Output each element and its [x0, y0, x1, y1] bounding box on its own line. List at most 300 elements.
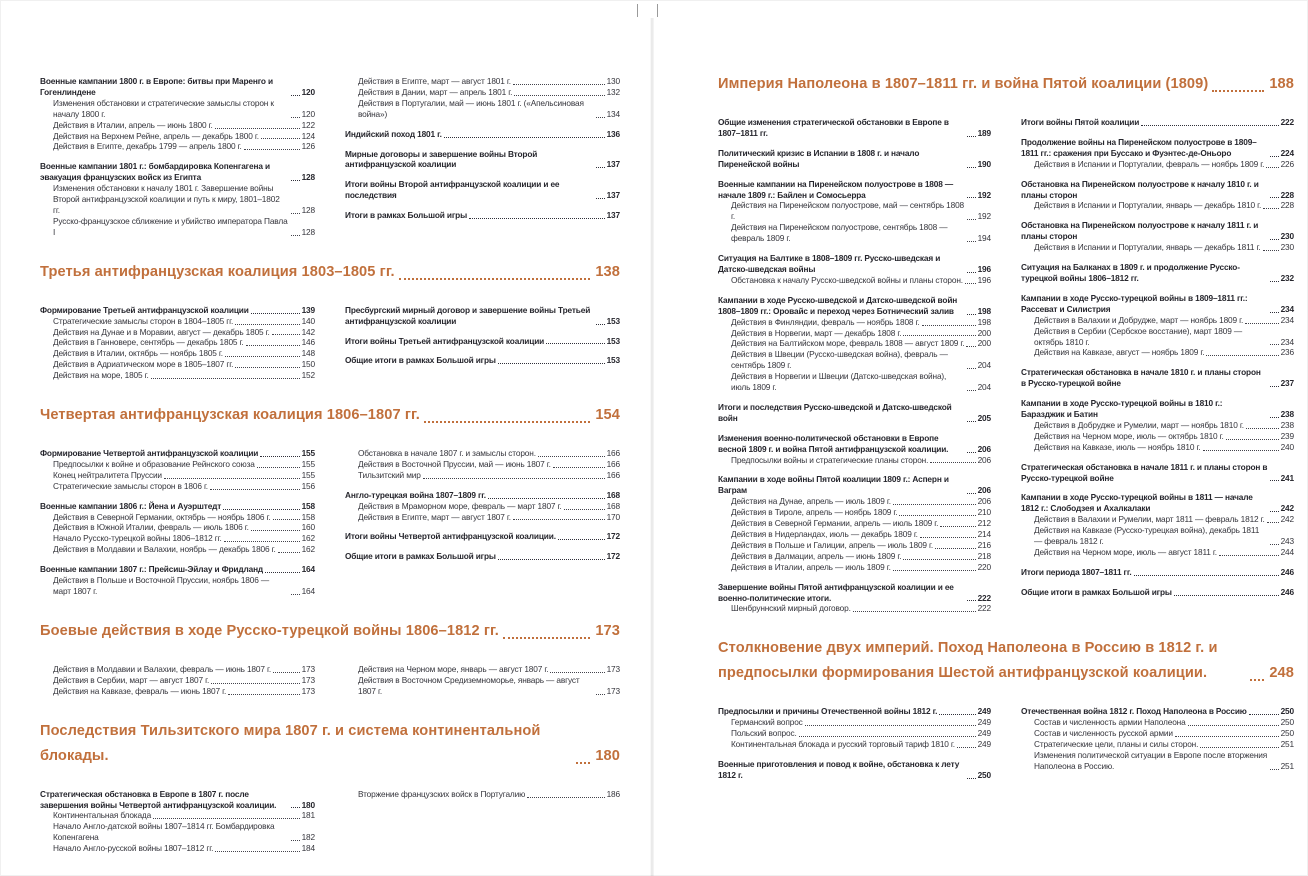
dot-leader [1219, 555, 1279, 556]
dot-leader [469, 218, 605, 219]
toc-entry-sub [1021, 420, 1294, 431]
page-number: 153 [606, 335, 620, 346]
dot-leader [1246, 428, 1279, 429]
toc-columns [40, 305, 620, 381]
page-number: 246 [1280, 586, 1294, 597]
dot-leader [1174, 595, 1279, 596]
entry-title: Тильзитский мир [358, 469, 421, 480]
toc-entry-sub [345, 76, 620, 87]
page-number: 126 [301, 141, 315, 152]
entry-title: Военные кампании 1807 г.: Прейсиш-Эйлау и Фридланд [40, 564, 264, 575]
toc-columns [718, 706, 1294, 780]
page-number: 251 [1280, 739, 1294, 750]
toc-entry-sub [718, 317, 991, 328]
toc-entry-main [1021, 179, 1294, 201]
dot-leader [596, 117, 605, 118]
entry-title: Действия в Норвегии и Швеции (Датско-шведская война), июль 1809 г. [731, 371, 947, 393]
entry-title: Обстановка к началу Русско-шведской войны и планы сторон. [731, 274, 963, 285]
dot-leader [967, 421, 976, 422]
toc-entry-sub [718, 507, 991, 518]
page-number: 188 [1269, 76, 1294, 92]
dot-leader [210, 489, 300, 490]
page-number: 170 [606, 511, 620, 522]
toc-entry-sub [345, 664, 620, 675]
toc-entry-sub [718, 328, 991, 339]
dot-leader [893, 504, 976, 505]
dot-leader [967, 493, 976, 494]
toc-entry-sub [40, 675, 315, 686]
page-number: 154 [595, 407, 620, 424]
dot-leader [424, 421, 590, 423]
toc-entry-main [40, 448, 315, 459]
dot-leader [291, 840, 300, 841]
page-number: 155 [301, 448, 315, 459]
page-number: 155 [301, 458, 315, 469]
toc-page-right [654, 0, 1308, 876]
section-heading-title: Столкновение двух империй. Поход Наполеона в Россию в 1812 г. и предпосылки формирования Шестой антифранцузской коалиции. [718, 640, 1218, 682]
entry-title: Общие итоги в рамках Большой игры [1021, 586, 1172, 597]
entry-title: Действия на Пиренейском полуострове, май — сентябрь 1808 г. [731, 200, 965, 222]
entry-title: Начало Русско-турецкой войны 1806–1812 гг. [53, 533, 222, 544]
entry-title: Кампании в ходе Русско-турецкой войны в 1811 — начале 1812 г.: Слободзея и Ахалкалаки [1021, 492, 1253, 514]
page-number: 238 [1280, 409, 1294, 420]
toc-entry-sub [1021, 242, 1294, 253]
toc-entry-main [718, 179, 991, 201]
dot-leader [576, 762, 590, 764]
entry-title: Пресбургский мирный договор и завершение войны Третьей антифранцузской коалиции [345, 304, 591, 326]
toc-entry-sub [40, 459, 315, 470]
toc-entry-main [40, 789, 315, 811]
toc-entry-main [718, 148, 991, 170]
page-number: 164 [301, 586, 315, 596]
dot-leader [957, 747, 976, 748]
toc-columns [40, 448, 620, 597]
page-number: 222 [1280, 117, 1294, 127]
dot-leader [965, 283, 976, 284]
page-number: 194 [977, 233, 991, 244]
dot-leader [596, 198, 605, 199]
entry-title: Военные кампании на Пиренейском полуострове в 1808 — начале 1809 г.: Байлен и Сомосьерра [718, 178, 954, 200]
toc-entry-sub [40, 337, 315, 348]
entry-title: Действия в Норвегии, март — декабрь 1808 г. [731, 327, 902, 338]
toc-entry-main [1021, 262, 1294, 284]
dot-leader [967, 600, 976, 601]
page-number: 236 [1280, 347, 1294, 358]
dot-leader [553, 467, 605, 468]
dot-leader [1270, 417, 1279, 418]
toc-entry-sub [345, 501, 620, 512]
page-number: 246 [1280, 566, 1294, 577]
page-number: 218 [977, 550, 991, 561]
entry-title: Действия в Финляндии, февраль — ноябрь 1808 г. [731, 316, 920, 327]
toc-entry-sub [345, 512, 620, 523]
entry-title: Действия в Мраморном море, февраль — март 1807 г. [358, 500, 562, 511]
toc-column-left [40, 305, 315, 381]
dot-leader [224, 541, 300, 542]
entry-title: Действия в Испании и Португалии, январь — декабрь 1811 г. [1034, 242, 1261, 253]
entry-title: Действия в Испании и Португалии, февраль — ноябрь 1809 г. [1034, 158, 1265, 169]
dot-leader [1245, 323, 1278, 324]
entry-title: Военные кампании 1806 г.: Йена и Ауэрштедт [40, 500, 222, 511]
page-number: 206 [977, 443, 991, 454]
page-number: 250 [1280, 706, 1294, 717]
toc-column-left [718, 706, 991, 780]
entry-title: Действия на Черном море, июль — октябрь 1810 г. [1034, 430, 1224, 441]
toc-entry-sub [40, 120, 315, 131]
page-number: 160 [301, 522, 315, 533]
page-number: 237 [1280, 378, 1294, 389]
toc-entry-sub [40, 98, 315, 120]
page-number: 249 [977, 728, 991, 739]
entry-title: Формирование Третьей антифранцузской коалиции [40, 304, 249, 315]
dot-leader [853, 611, 976, 612]
page-number: 204 [977, 382, 991, 393]
dot-leader [935, 548, 976, 549]
page-number: 128 [301, 172, 315, 183]
dot-leader [967, 452, 976, 453]
dot-leader [215, 128, 300, 129]
dot-leader [893, 570, 976, 571]
page-number: 205 [977, 412, 991, 423]
dot-leader [273, 672, 300, 673]
page-number: 146 [301, 337, 315, 348]
page-number: 249 [977, 706, 991, 717]
dot-leader [225, 356, 300, 357]
toc-entry-main [718, 474, 991, 496]
page-number: 238 [1280, 419, 1294, 430]
toc-entry-sub [1021, 547, 1294, 558]
entry-title: Стратегические цели, планы и силы сторон. [1034, 739, 1199, 750]
page-number: 162 [301, 533, 315, 544]
toc-entry-sub [718, 371, 991, 393]
dot-leader [235, 367, 299, 368]
toc-entry-main [718, 117, 991, 139]
entry-title: Действия на Кавказе, февраль — июнь 1807 г. [53, 685, 227, 696]
page-number: 172 [606, 551, 620, 562]
page-number: 220 [977, 561, 991, 572]
page-number: 240 [1280, 441, 1294, 452]
page-number: 172 [606, 531, 620, 542]
entry-title: Действия в Швеции (Русско-шведская война), февраль — сентябрь 1809 г. [731, 349, 948, 371]
dot-leader [799, 736, 976, 737]
toc-entry-sub [718, 518, 991, 529]
toc-entry-main [1021, 220, 1294, 242]
entry-title: Продолжение войны на Пиренейском полуострове в 1809–1811 гг.: сражения при Буссако и Фуэнтес-де-Оньоро [1021, 136, 1257, 158]
entry-title: Действия на Кавказе, июль — ноябрь 1810 г. [1034, 441, 1201, 452]
dot-leader [444, 137, 605, 138]
dot-leader [920, 537, 976, 538]
toc-entry-main [1021, 398, 1294, 420]
toc-entry-sub [718, 496, 991, 507]
page-number: 166 [606, 448, 620, 459]
page-number: 206 [977, 454, 991, 465]
entry-title: Обстановка в начале 1807 г. и замыслы сторон. [358, 448, 536, 459]
dot-leader [235, 324, 299, 325]
dot-leader [488, 498, 605, 499]
page-number: 216 [977, 539, 991, 550]
page-number: 204 [977, 360, 991, 371]
page-number: 228 [1280, 189, 1294, 200]
page-number: 234 [1280, 314, 1294, 325]
page-number: 230 [1280, 231, 1294, 242]
toc-column-right [345, 448, 620, 597]
entry-title: Вторжение французских войск в Португалию [358, 788, 526, 799]
section-heading-title: Третья антифранцузская коалиция 1803–1805 гг. [40, 263, 395, 280]
toc-entry-sub [40, 327, 315, 338]
dot-leader [291, 180, 300, 181]
toc-entry-sub [40, 183, 315, 216]
page-number: 153 [606, 315, 620, 326]
dot-leader [967, 167, 976, 168]
entry-title: Действия в Северной Германии, апрель — июль 1809 г. [731, 518, 939, 529]
entry-title: Действия в Португалии, май — июнь 1801 г. («Апельсиновая война») [358, 97, 584, 119]
dot-leader [1270, 312, 1279, 313]
page-number: 153 [606, 355, 620, 366]
toc-column-left [40, 789, 315, 854]
dot-leader [967, 241, 976, 242]
toc-entry-sub [1021, 200, 1294, 211]
toc-entry-sub [718, 275, 991, 286]
dot-leader [1270, 281, 1279, 282]
page-number: 128 [301, 204, 315, 215]
toc-entry-main [718, 433, 991, 455]
page-number: 168 [606, 489, 620, 500]
dot-leader [550, 672, 604, 673]
dot-leader [1270, 769, 1279, 770]
page-number: 138 [595, 263, 620, 280]
entry-title: Действия в Северной Германии, октябрь — ноябрь 1806 г. [53, 511, 271, 522]
dot-leader [966, 346, 975, 347]
entry-title: Предпосылки к войне и образование Рейнского союза [53, 458, 255, 469]
page-number: 214 [977, 529, 991, 539]
dot-leader [1200, 747, 1278, 748]
page-number: 158 [301, 500, 315, 511]
toc-entry-sub [40, 131, 315, 142]
dot-leader [1270, 386, 1279, 387]
toc-entry-sub [1021, 347, 1294, 358]
dot-leader [1250, 679, 1264, 681]
dot-leader [215, 851, 299, 852]
toc-entry-main [718, 706, 991, 717]
page-number: 190 [977, 158, 991, 169]
page-number: 230 [1280, 242, 1294, 253]
entry-title: Действия в Испании и Португалии, январь — декабрь 1810 г. [1034, 200, 1262, 211]
dot-leader [940, 526, 975, 527]
page-number: 142 [301, 326, 315, 337]
dot-leader [1203, 450, 1279, 451]
page-number: 173 [301, 674, 315, 685]
toc-entry-sub [40, 686, 315, 697]
toc-entry-main [718, 253, 991, 275]
page-number: 192 [977, 211, 991, 222]
entry-title: Кампании в ходе войны Пятой коалиции 1809 г.: Асперн и Ваграм [718, 474, 949, 496]
page-number: 192 [977, 189, 991, 200]
dot-leader [211, 683, 299, 684]
toc-entry-sub [40, 216, 315, 238]
toc-entry-sub [40, 575, 315, 597]
page-number: 137 [606, 190, 620, 201]
toc-entry-main [718, 402, 991, 424]
toc-entry-main [1021, 567, 1294, 578]
entry-title: Действия в Адриатическом море в 1805–1807 гг. [53, 359, 234, 370]
entry-title: Континентальная блокада и русский торговый тариф 1810 г. [731, 739, 955, 750]
page-number: 206 [977, 485, 991, 496]
page-number: 168 [606, 500, 620, 511]
toc-entry-main [1021, 492, 1294, 514]
entry-title: Военные кампании 1801 г.: бомбардировка Копенгагена и эвакуация французских войск из Египта [40, 161, 270, 183]
toc-column-right [345, 76, 620, 238]
page-number: 228 [1280, 200, 1294, 211]
page-number: 243 [1280, 536, 1294, 547]
entry-title: Состав и численность армии Наполеона [1034, 717, 1186, 728]
toc-entry-main [1021, 117, 1294, 128]
page-number: 210 [977, 507, 991, 518]
toc-column-right [345, 664, 620, 697]
dot-leader [1206, 355, 1278, 356]
dot-leader [1270, 239, 1279, 240]
dot-leader [930, 462, 975, 463]
entry-title: Действия на Дунае, апрель — июль 1809 г. [731, 496, 891, 507]
entry-title: Начало Англо-датской войны 1807–1814 гг. Бомбардировка Копенгагена [53, 821, 275, 843]
entry-title: Итоги войны Пятой коалиции [1021, 117, 1140, 127]
page-number: 232 [1280, 272, 1294, 283]
page-number: 122 [301, 119, 315, 130]
toc-entry-main [345, 490, 620, 501]
entry-title: Итоги войны Четвертой антифранцузской коалиции. [345, 531, 556, 542]
entry-title: Действия в Сербии (Сербское восстание), март 1809 — октябрь 1810 г. [1034, 325, 1242, 347]
dot-leader [164, 478, 300, 479]
entry-title: Действия в Италии, апрель — июнь 1800 г. [53, 119, 213, 130]
toc-entry-sub [1021, 326, 1294, 348]
entry-title: Действия на Черном море, июль — август 1811 г. [1034, 547, 1217, 557]
page-number: 124 [301, 130, 315, 141]
entry-title: Действия в Молдавии и Валахии, февраль — июнь 1807 г. [53, 663, 272, 674]
page-number: 248 [1269, 665, 1294, 682]
entry-title: Действия в Нидерландах, июль — декабрь 1809 г. [731, 529, 918, 539]
page-number: 162 [301, 544, 315, 555]
dot-leader [399, 278, 591, 280]
entry-title: Действия в Польше и Восточной Пруссии, ноябрь 1806 — март 1807 г. [53, 575, 269, 596]
toc-entry-sub [718, 603, 991, 614]
page-number: 155 [301, 469, 315, 480]
page-number: 137 [606, 210, 620, 221]
entry-title: Ситуация на Балканах в 1809 г. и продолжение Русско-турецкой войны 1806–1812 гг. [1021, 262, 1240, 283]
entry-title: Действия в Египте, март — август 1807 г. [358, 511, 511, 522]
entry-title: Обстановка на Пиренейском полуострове к началу 1810 г. и планы сторон [1021, 178, 1259, 200]
toc-entry-main [345, 531, 620, 542]
entry-title: Общие итоги в рамках Большой игры [345, 551, 496, 562]
page-number: 173 [606, 685, 620, 696]
toc-entry-main [345, 305, 620, 327]
toc-entry-sub [1021, 739, 1294, 750]
toc-entry-sub [40, 810, 315, 821]
entry-title: Итоги войны Второй антифранцузской коалиции и ее последствия [345, 179, 560, 201]
page-number: 200 [977, 327, 991, 338]
toc-entry-sub [718, 338, 991, 349]
page-number: 180 [595, 747, 620, 764]
entry-title: Действия в Польше и Галиции, апрель — июль 1809 г. [731, 539, 934, 550]
dot-leader [1270, 197, 1279, 198]
page-number: 173 [606, 663, 620, 674]
page-number: 222 [977, 592, 991, 603]
toc-entry-main [718, 582, 991, 604]
page-number: 184 [301, 843, 315, 854]
dot-leader [1270, 344, 1279, 345]
toc-entry-sub [1021, 442, 1294, 453]
page-number: 206 [977, 496, 991, 507]
entry-title: Политический кризис в Испании в 1808 г. и начало Пиренейской войны [718, 147, 920, 169]
entry-title: Начало Англо-русской войны 1807–1812 гг. [53, 843, 214, 854]
entry-title: Действия в Тироле, апрель — ноябрь 1809 г. [731, 507, 898, 518]
entry-title: Кампании в ходе Русско-шведской и Датско-шведской войн 1808–1809 гг.: Оровайс и переход через Ботнический залив [718, 294, 958, 316]
toc-entry-sub [1021, 717, 1294, 728]
page-number: 224 [1280, 147, 1294, 158]
dot-leader [257, 467, 300, 468]
dot-leader [1270, 156, 1279, 157]
entry-title: Итоги и последствия Русско-шведской и Датско-шведской войн [718, 401, 952, 423]
dot-leader [899, 515, 975, 516]
page-number: 156 [301, 480, 315, 491]
page-number: 189 [977, 127, 991, 138]
entry-title: Действия в Египте, декабрь 1799 — апрель 1800 г. [53, 141, 242, 152]
entry-title: Итоги в рамках Большой игры [345, 210, 468, 221]
toc-entry-sub [1021, 525, 1294, 547]
dot-leader [291, 594, 300, 595]
dot-leader [1270, 480, 1279, 481]
entry-title: Формирование Четвертой антифранцузской коалиции [40, 448, 259, 459]
dot-leader [498, 559, 605, 560]
toc-entry-sub [40, 348, 315, 359]
dot-leader [246, 345, 300, 346]
toc-entry-sub [40, 470, 315, 481]
toc-entry-main [345, 210, 620, 221]
dot-leader [1270, 511, 1279, 512]
entry-title: Действия на Дунае и в Моравии, август — декабрь 1805 г. [53, 326, 270, 337]
page-number: 173 [301, 685, 315, 696]
entry-title: Стратегическая обстановка в Европе в 1807 г. после завершения войны Четвертой антифранцузской коалиции. [40, 788, 277, 810]
toc-column-left [718, 117, 991, 614]
toc-column-left [40, 664, 315, 697]
entry-title: Изменения обстановки и стратегические замыслы сторон к началу 1800 г. [53, 97, 274, 119]
entry-title: Отечественная война 1812 г. Поход Наполеона в Россию [1021, 706, 1247, 717]
page-number: 186 [606, 788, 620, 799]
toc-entry-sub [1021, 159, 1294, 170]
toc-column-left [40, 448, 315, 597]
entry-title: Англо-турецкая война 1807–1809 гг. [345, 489, 486, 500]
toc-entry-main [40, 161, 315, 183]
toc-entry-sub [1021, 315, 1294, 326]
toc-columns [40, 76, 620, 238]
toc-entry-main [345, 179, 620, 201]
toc-entry-sub [40, 544, 315, 555]
dot-leader [558, 539, 605, 540]
entry-title: Действия в Валахии и Румелии, март 1811 — февраль 1812 г. [1034, 514, 1265, 525]
dot-leader [291, 235, 300, 236]
dot-leader [291, 807, 300, 808]
entry-title: Предпосылки войны и стратегические планы сторон. [731, 454, 929, 465]
entry-title: Стратегические замыслы сторон в 1806 г. [53, 480, 208, 491]
entry-title: Действия в Южной Италии, февраль — июль 1806 г. [53, 522, 249, 533]
toc-entry-main [345, 149, 620, 171]
entry-title: Итоги периода 1807–1811 гг. [1021, 566, 1132, 577]
section-heading [40, 619, 620, 644]
dot-leader [1270, 544, 1279, 545]
toc-entry-sub [718, 455, 991, 466]
toc-entry-main [40, 76, 315, 98]
toc-entry-main [345, 336, 620, 347]
page-number: 196 [977, 263, 991, 274]
page-number: 158 [301, 511, 315, 522]
